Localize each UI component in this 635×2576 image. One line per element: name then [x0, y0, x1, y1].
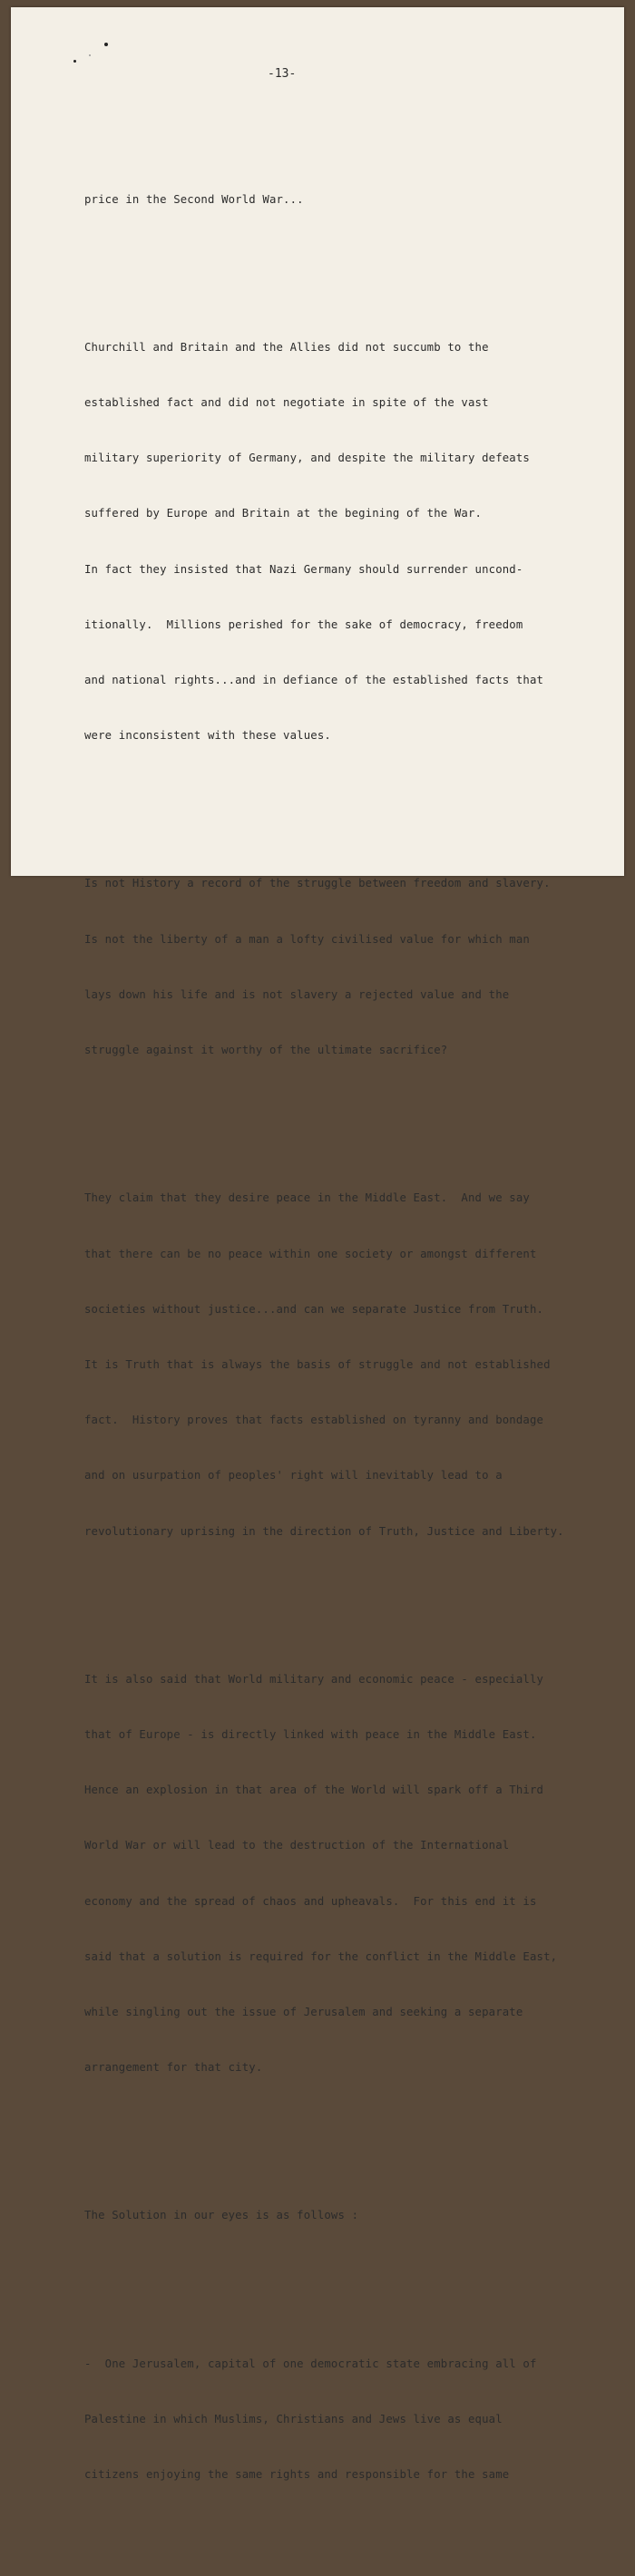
- page-number: -13-: [268, 67, 297, 81]
- text-line: and national rights...and in defiance of the established facts that: [84, 674, 544, 687]
- text-line: World War or will lead to the destruction of the International: [84, 1839, 510, 1852]
- text-line: The Solution in our eyes is as follows :: [84, 2209, 359, 2222]
- paragraph: [84, 1633, 620, 2114]
- text-line: lays down his life and is not slavery a rejected value and the: [84, 987, 510, 1001]
- text-line: and on usurpation of peoples' right will inevitably lead to a: [84, 1469, 503, 1482]
- text-line: citizens enjoying the same rights and responsible for the same: [84, 2468, 510, 2482]
- text-line: were inconsistent with these values.: [84, 729, 331, 743]
- text-line: Hence an explosion in that area of the World will spark off a Third: [84, 1784, 544, 1797]
- paragraph: [84, 2318, 620, 2521]
- document-page: [11, 7, 624, 2482]
- text-line: societies without justice...and can we separate Justice from Truth.: [84, 1302, 544, 1316]
- paragraph: [84, 838, 620, 1097]
- text-line: Churchill and Britain and the Allies did not succumb to the: [84, 340, 489, 354]
- text-line: Palestine in which Muslims, Christians and Jews live as equal: [84, 2412, 503, 2425]
- text-line: In fact they insisted that Nazi Germany should surrender uncond-: [84, 562, 523, 576]
- paragraph: [84, 301, 620, 782]
- text-line: - One Jerusalem, capital of one democratic state embracing all of: [84, 2357, 537, 2370]
- text-line: arrangement for that city.: [84, 2061, 263, 2075]
- text-line: It is also said that World military and economic peace - especially: [84, 1672, 544, 1686]
- text-line: said that a solution is required for the conflict in the Middle East,: [84, 1949, 558, 1963]
- text-line: Is not History a record of the struggle between freedom and slavery.: [84, 877, 551, 890]
- text-line: price in the Second World War...: [84, 192, 304, 206]
- text-line: while singling out the issue of Jerusalem and seeking a separate: [84, 2005, 523, 2018]
- text-line: They claim that they desire peace in the Middle East. And we say: [84, 1191, 530, 1205]
- ink-speck: [73, 60, 76, 63]
- text-line: fact. History proves that facts established on tyranny and bondage: [84, 1414, 544, 1427]
- text-line: established fact and did not negotiate in spite of the vast: [84, 396, 489, 410]
- text-line: that of Europe - is directly linked with peace in the Middle East.: [84, 1727, 537, 1741]
- paragraph: [84, 2170, 620, 2262]
- paragraph: [84, 153, 620, 246]
- text-line: Is not the liberty of a man a lofty civilised value for which man: [84, 932, 530, 946]
- text-line: It is Truth that is always the basis of struggle and not established: [84, 1357, 551, 1371]
- paragraph: [84, 1152, 620, 1578]
- ink-speck: [89, 54, 91, 56]
- text-line: itionally. Millions perished for the sake of democracy, freedom: [84, 617, 523, 631]
- text-line: that there can be no peace within one society or amongst different: [84, 1247, 537, 1260]
- text-line: revolutionary uprising in the direction of Truth, Justice and Liberty.: [84, 1524, 564, 1538]
- document-body: [84, 116, 620, 2576]
- text-line: economy and the spread of chaos and upheavals. For this end it is: [84, 1894, 537, 1908]
- text-line: struggle against it worthy of the ultimate sacrifice?: [84, 1044, 448, 1057]
- ink-speck: [104, 43, 108, 46]
- text-line: suffered by Europe and Britain at the begining of the War.: [84, 507, 483, 520]
- text-line: military superiority of Germany, and despite the military defeats: [84, 452, 530, 465]
